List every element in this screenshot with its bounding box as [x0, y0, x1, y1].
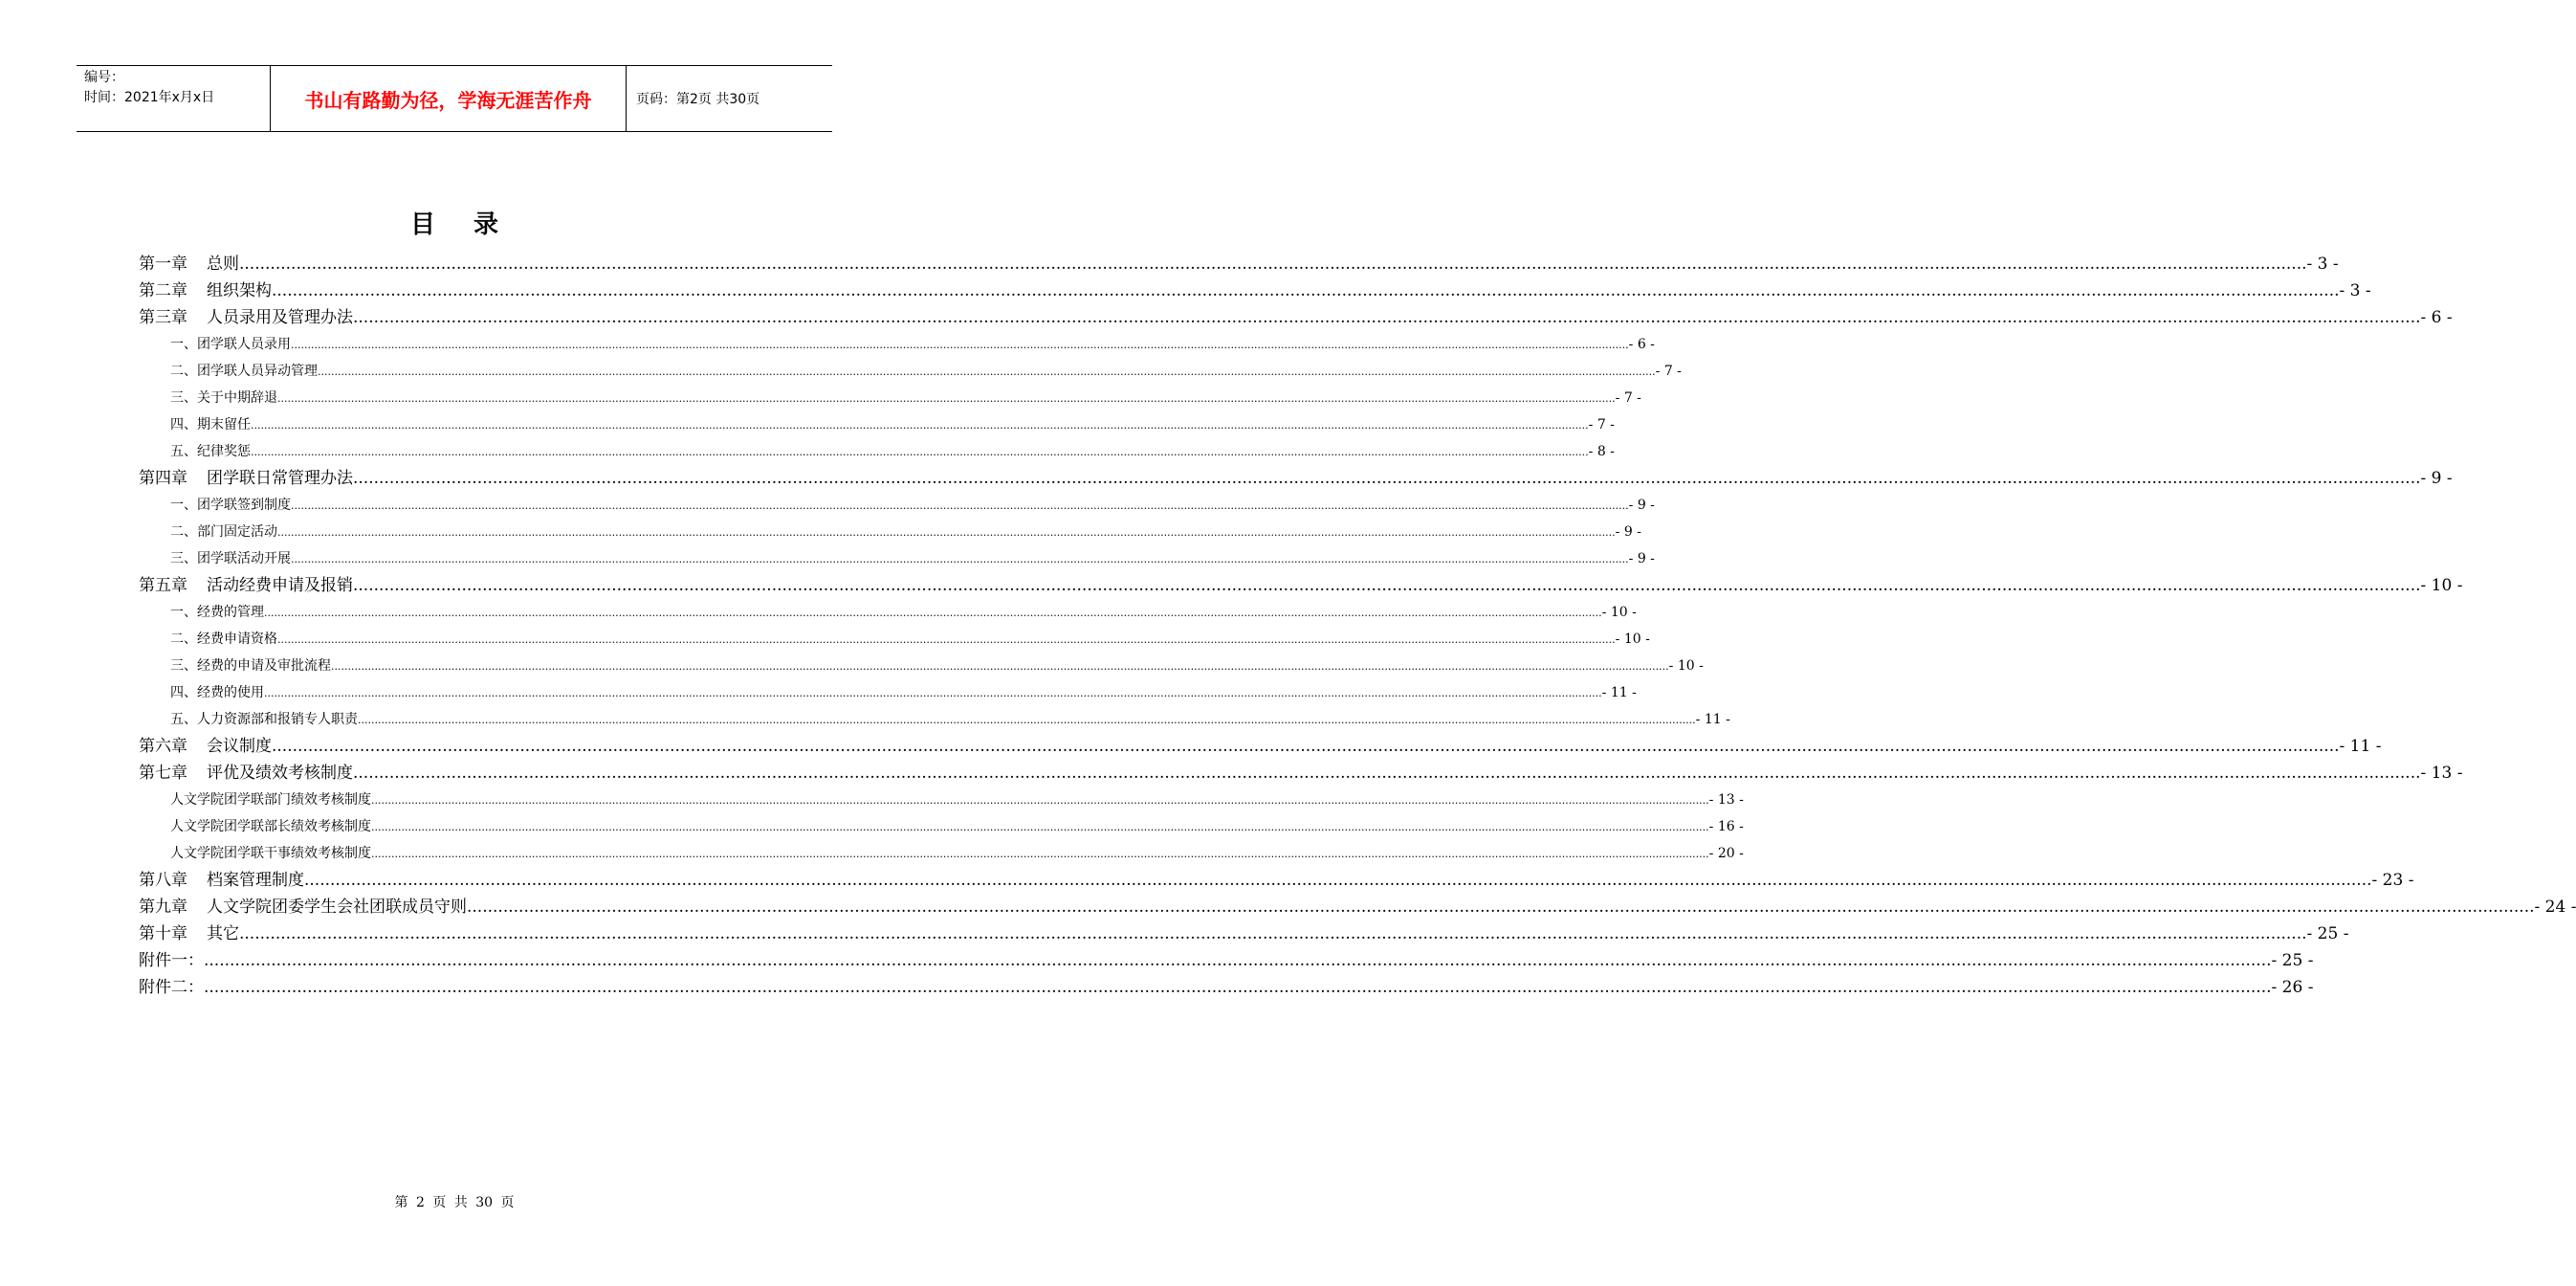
toc-dot-leader: ................................................................................................................................................................................................................................................................................................................................................................................................................ [277, 392, 1616, 405]
toc-dot-leader: ................................................................................................................................................................................................................................................................................................................................................................................................................ [358, 714, 1696, 726]
document-number-label: 编号： [84, 70, 124, 85]
toc-section-entry[interactable] [139, 545, 1655, 572]
toc-dot-leader: ................................................................................................................................................................................................................................................................................................................................................................................................................ [353, 469, 2421, 488]
toc-dot-leader: ................................................................................................................................................................................................................................................................................................................................................................................................................ [331, 660, 1669, 673]
toc-page-number: - 7 - [1615, 390, 1641, 406]
toc-chapter-number: 第二章 [139, 281, 187, 300]
header-motto: 书山有路勤为径，学海无涯苦作舟 [270, 66, 627, 131]
toc-page-number: - 9 - [1615, 524, 1641, 540]
toc-entry-title: 二、部门固定活动 [170, 524, 277, 540]
toc-chapter-entry[interactable] [139, 465, 2453, 492]
toc-page-number: - 13 - [2420, 764, 2463, 783]
toc-page-number: - 6 - [1628, 337, 1655, 352]
toc-entry-title: 评优及绩效考核制度 [207, 764, 353, 783]
toc-chapter-entry[interactable] [139, 974, 2314, 1001]
toc-dot-leader: ................................................................................................................................................................................................................................................................................................................................................................................................................ [272, 281, 2340, 300]
toc-section-entry[interactable] [139, 813, 1744, 840]
toc-chapter-number: 第六章 [139, 737, 187, 756]
toc-title: 目录 [409, 211, 537, 239]
toc-entry-label [139, 920, 239, 947]
toc-chapter-number: 第三章 [139, 308, 187, 327]
toc-dot-leader: ................................................................................................................................................................................................................................................................................................................................................................................................................ [353, 576, 2421, 595]
toc-section-entry[interactable] [139, 411, 1615, 438]
toc-entry-title: 一、团学联签到制度 [170, 498, 291, 513]
toc-dot-leader: ................................................................................................................................................................................................................................................................................................................................................................................................................ [251, 446, 1589, 458]
toc-entry-title: 组织架构 [207, 281, 272, 300]
toc-entry-title: 人员录用及管理办法 [207, 308, 353, 327]
toc-dot-leader: ................................................................................................................................................................................................................................................................................................................................................................................................................ [204, 978, 2272, 997]
toc-chapter-entry[interactable] [139, 947, 2314, 974]
toc-entry-title: 人文学院团委学生会社团联成员守则 [207, 898, 467, 917]
toc-entry-title: 五、人力资源部和报销专人职责 [170, 712, 358, 727]
toc-entry-title: 人文学院团学联部长绩效考核制度 [170, 819, 371, 834]
toc-entry-label [139, 867, 304, 894]
toc-entry-title: 一、团学联人员录用 [170, 337, 291, 352]
toc-entry-label [170, 411, 251, 438]
toc-section-entry[interactable] [139, 519, 1641, 545]
page-footer: 第 2 页 共 30 页 [394, 1195, 515, 1210]
toc-section-entry[interactable] [139, 626, 1650, 653]
toc-page-number: - 16 - [1708, 819, 1744, 834]
toc-entry-label [139, 733, 272, 760]
toc-entry-label [170, 706, 358, 733]
toc-dot-leader: ................................................................................................................................................................................................................................................................................................................................................................................................................ [353, 764, 2421, 783]
toc-entry-title: 其它 [207, 924, 239, 943]
toc-page-number: - 11 - [2339, 737, 2382, 756]
toc-page-number: - 23 - [2371, 871, 2414, 890]
toc-dot-leader: ................................................................................................................................................................................................................................................................................................................................................................................................................ [291, 339, 1629, 351]
toc-dot-leader: ................................................................................................................................................................................................................................................................................................................................................................................................................ [204, 951, 2272, 970]
toc-page-number: - 6 - [2420, 308, 2453, 327]
page-header [77, 65, 832, 132]
toc-entry-label [170, 358, 318, 385]
toc-page-number: - 20 - [1708, 846, 1744, 861]
toc-entry-label [170, 787, 371, 813]
toc-dot-leader: ................................................................................................................................................................................................................................................................................................................................................................................................................ [318, 366, 1656, 378]
toc-page-number: - 7 - [1655, 364, 1682, 379]
toc-dot-leader: ................................................................................................................................................................................................................................................................................................................................................................................................................ [251, 419, 1589, 432]
toc-page-number: - 11 - [1695, 712, 1730, 727]
toc-page-number: - 10 - [2420, 576, 2463, 595]
toc-page-number: - 25 - [2271, 951, 2314, 970]
toc-entry-title: 会议制度 [207, 737, 272, 756]
toc-entry-label [170, 626, 277, 653]
toc-entry-label [170, 679, 264, 706]
toc-entry-label [170, 331, 291, 358]
toc-chapter-number: 第一章 [139, 255, 187, 274]
toc-page-number: - 10 - [1601, 605, 1637, 620]
toc-chapter-entry[interactable] [139, 733, 2382, 760]
toc-dot-leader: ................................................................................................................................................................................................................................................................................................................................................................................................................ [371, 821, 1709, 833]
toc-chapter-number: 第九章 [139, 898, 187, 917]
toc-chapter-entry[interactable] [139, 894, 2576, 920]
toc-entry-label [139, 572, 353, 599]
header-left-cell [77, 66, 270, 131]
toc-dot-leader: ................................................................................................................................................................................................................................................................................................................................................................................................................ [272, 737, 2340, 756]
toc-page-number: - 9 - [1628, 498, 1655, 513]
toc-entry-title: 档案管理制度 [207, 871, 304, 890]
toc-dot-leader: ................................................................................................................................................................................................................................................................................................................................................................................................................ [291, 499, 1629, 512]
toc-entry-label [170, 385, 277, 411]
toc-section-entry[interactable] [139, 706, 1730, 733]
toc-section-entry[interactable] [139, 358, 1682, 385]
toc-entry-label [170, 545, 291, 572]
toc-entry-label [139, 947, 204, 974]
toc-entry-label [139, 251, 239, 277]
toc-entry-label [170, 653, 331, 679]
toc-chapter-entry[interactable] [139, 277, 2371, 304]
toc-dot-leader: ................................................................................................................................................................................................................................................................................................................................................................................................................ [277, 526, 1616, 539]
toc-entry-label [170, 599, 264, 626]
toc-page-number: - 9 - [2420, 469, 2453, 488]
toc-entry-label [139, 304, 353, 331]
toc-chapter-number: 附件二： [139, 978, 204, 997]
toc-chapter-number: 附件一： [139, 951, 204, 970]
toc-entry-label [139, 465, 353, 492]
toc-dot-leader: ................................................................................................................................................................................................................................................................................................................................................................................................................ [371, 794, 1709, 807]
toc-page-number: - 8 - [1588, 444, 1615, 459]
header-page-info: 页码：第2页 共30页 [636, 92, 760, 107]
toc-section-entry[interactable] [139, 599, 1637, 626]
toc-section-entry[interactable] [139, 492, 1655, 519]
toc-chapter-entry[interactable] [139, 251, 2339, 277]
toc-entry-title: 人文学院团学联干事绩效考核制度 [170, 846, 371, 861]
table-of-contents [139, 251, 2576, 1001]
toc-page-number: - 25 - [2306, 924, 2349, 943]
toc-entry-title: 活动经费申请及报销 [207, 576, 353, 595]
toc-section-entry[interactable] [139, 840, 1744, 867]
toc-entry-title: 三、经费的申请及审批流程 [170, 658, 331, 674]
toc-entry-title: 人文学院团学联部门绩效考核制度 [170, 792, 371, 808]
toc-dot-leader: ................................................................................................................................................................................................................................................................................................................................................................................................................ [264, 607, 1602, 619]
toc-section-entry[interactable] [139, 438, 1615, 465]
toc-entry-label [139, 760, 353, 787]
toc-page-number: - 3 - [2306, 255, 2339, 274]
toc-chapter-entry[interactable] [139, 920, 2349, 947]
toc-entry-title: 二、经费申请资格 [170, 632, 277, 647]
toc-entry-label [170, 519, 277, 545]
toc-section-entry[interactable] [139, 653, 1704, 679]
toc-page-number: - 9 - [1628, 551, 1655, 566]
toc-entry-title: 三、团学联活动开展 [170, 551, 291, 566]
toc-entry-title: 团学联日常管理办法 [207, 469, 353, 488]
toc-chapter-number: 第十章 [139, 924, 187, 943]
toc-chapter-entry[interactable] [139, 304, 2453, 331]
toc-entry-label [170, 840, 371, 867]
toc-page-number: - 24 - [2534, 898, 2576, 917]
toc-page-number: - 13 - [1708, 792, 1744, 808]
toc-chapter-number: 第五章 [139, 576, 187, 595]
document-time-label: 时间：2021年x月x日 [84, 90, 215, 105]
toc-entry-label [139, 974, 204, 1001]
toc-entry-title: 五、纪律奖惩 [170, 444, 251, 459]
toc-section-entry[interactable] [139, 787, 1744, 813]
toc-entry-title: 一、经费的管理 [170, 605, 264, 620]
toc-entry-title: 总则 [207, 255, 239, 274]
toc-dot-leader: ................................................................................................................................................................................................................................................................................................................................................................................................................ [353, 308, 2421, 327]
toc-page-number: - 10 - [1615, 632, 1650, 647]
toc-section-entry[interactable] [139, 679, 1637, 706]
toc-chapter-entry[interactable] [139, 760, 2463, 787]
toc-dot-leader: ................................................................................................................................................................................................................................................................................................................................................................................................................ [239, 255, 2307, 274]
toc-entry-title: 三、关于中期辞退 [170, 390, 277, 406]
toc-chapter-entry[interactable] [139, 572, 2463, 599]
toc-page-number: - 7 - [1588, 417, 1615, 432]
toc-entry-title: 四、经费的使用 [170, 685, 264, 700]
toc-page-number: - 3 - [2339, 281, 2371, 300]
toc-entry-title: 四、期末留任 [170, 417, 251, 432]
toc-entry-label [170, 438, 251, 465]
toc-dot-leader: ................................................................................................................................................................................................................................................................................................................................................................................................................ [467, 898, 2535, 917]
toc-dot-leader: ................................................................................................................................................................................................................................................................................................................................................................................................................ [239, 924, 2307, 943]
toc-page-number: - 11 - [1601, 685, 1637, 700]
toc-entry-title: 二、团学联人员异动管理 [170, 364, 318, 379]
toc-section-entry[interactable] [139, 385, 1641, 411]
toc-dot-leader: ................................................................................................................................................................................................................................................................................................................................................................................................................ [304, 871, 2372, 890]
toc-dot-leader: ................................................................................................................................................................................................................................................................................................................................................................................................................ [264, 687, 1602, 699]
toc-entry-label [139, 277, 272, 304]
toc-chapter-number: 第四章 [139, 469, 187, 488]
toc-chapter-entry[interactable] [139, 867, 2414, 894]
toc-page-number: - 26 - [2271, 978, 2314, 997]
toc-dot-leader: ................................................................................................................................................................................................................................................................................................................................................................................................................ [291, 553, 1629, 565]
toc-page-number: - 10 - [1668, 658, 1704, 674]
toc-dot-leader: ................................................................................................................................................................................................................................................................................................................................................................................................................ [371, 848, 1709, 860]
toc-entry-label [170, 813, 371, 840]
toc-chapter-number: 第八章 [139, 871, 187, 890]
toc-section-entry[interactable] [139, 331, 1655, 358]
toc-chapter-number: 第七章 [139, 764, 187, 783]
toc-entry-label [139, 894, 467, 920]
toc-entry-label [170, 492, 291, 519]
toc-dot-leader: ................................................................................................................................................................................................................................................................................................................................................................................................................ [277, 633, 1616, 646]
